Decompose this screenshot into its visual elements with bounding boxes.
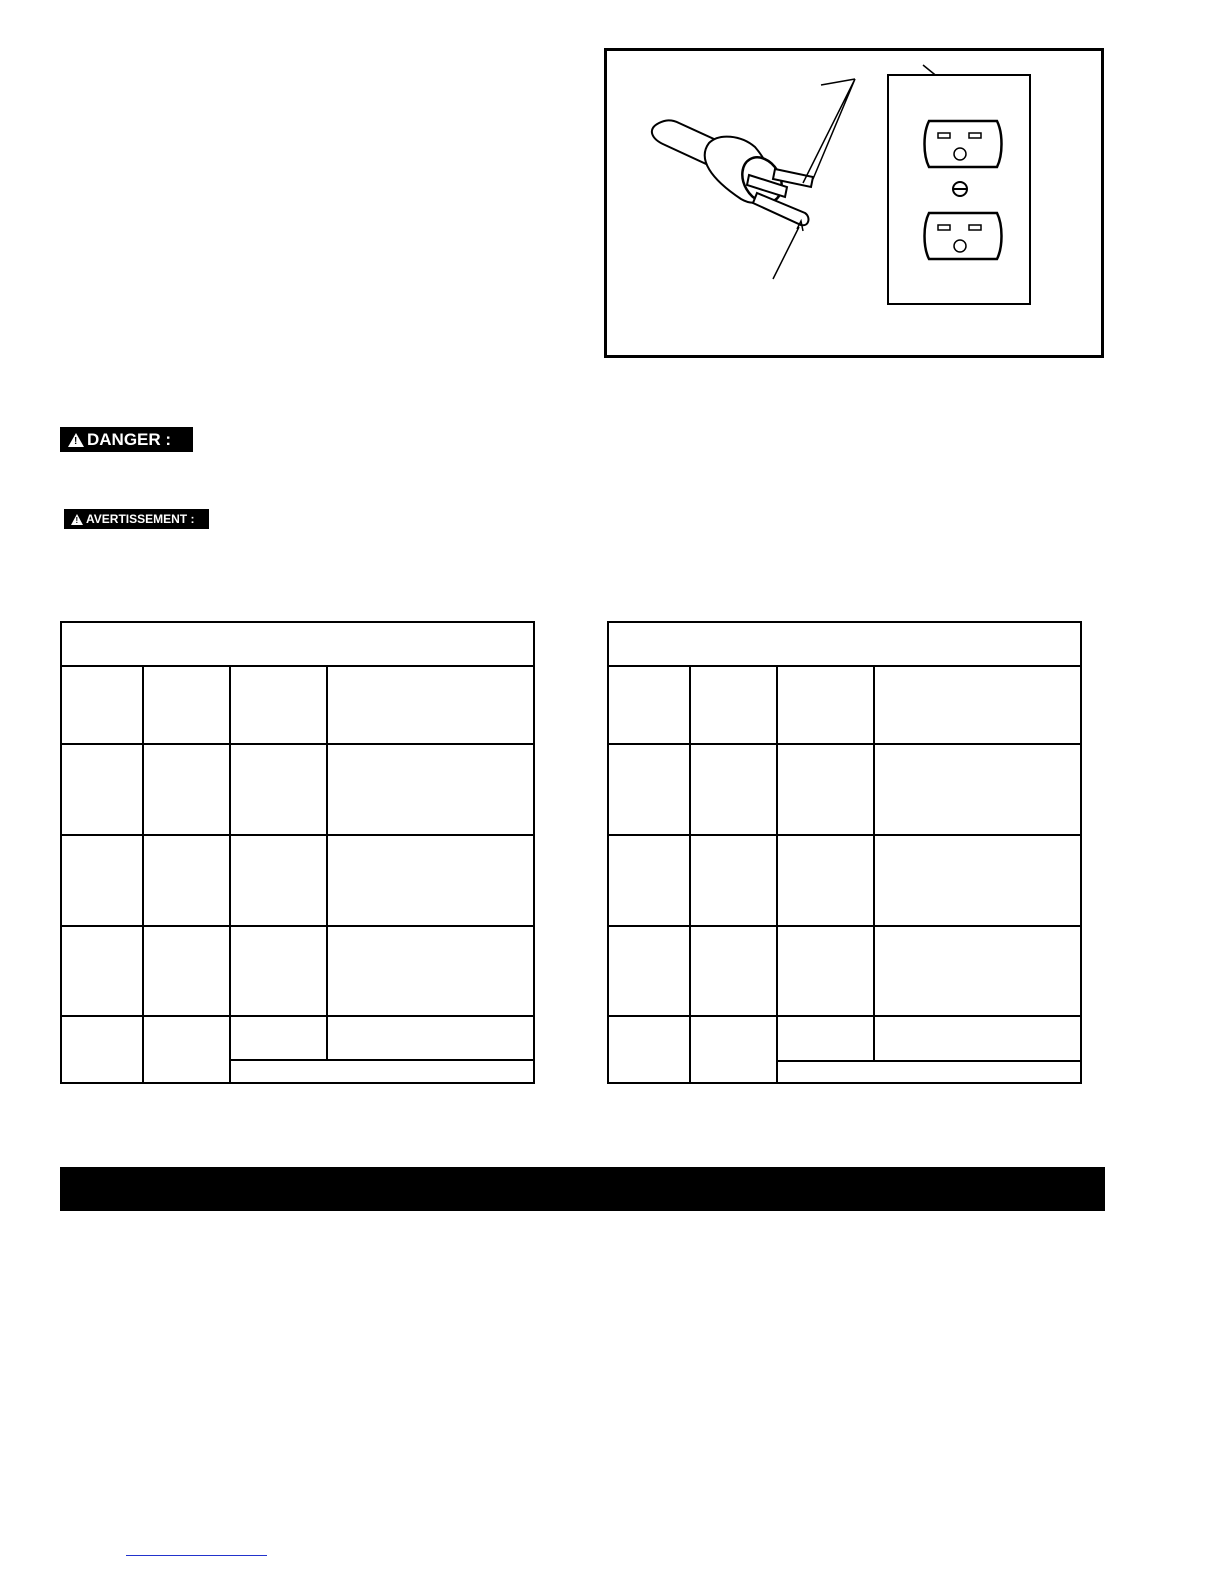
warning-triangle-icon — [71, 514, 83, 525]
warning-label — [64, 509, 209, 529]
extension-cord-table-left — [60, 621, 535, 1084]
screw-icon — [953, 182, 967, 196]
plug-receptacle-figure — [604, 48, 1104, 358]
extension-cord-table-right — [607, 621, 1082, 1084]
warning-label-text: AVERTISSEMENT : — [86, 512, 195, 526]
warning-triangle-icon — [68, 433, 84, 447]
ground-pin-leader-line — [773, 221, 803, 279]
section-heading-bar — [60, 1167, 1105, 1211]
grounding-pin — [753, 193, 808, 225]
blades-leader-line — [803, 79, 855, 183]
footer-link[interactable] — [126, 1555, 267, 1556]
table-border — [608, 622, 1081, 1083]
danger-label — [60, 427, 193, 452]
outlet-upper — [925, 121, 1002, 167]
table-border — [61, 622, 534, 1083]
plug-illustration — [607, 51, 1101, 355]
danger-label-text: DANGER : — [87, 429, 172, 449]
outlet-lower — [925, 213, 1002, 259]
